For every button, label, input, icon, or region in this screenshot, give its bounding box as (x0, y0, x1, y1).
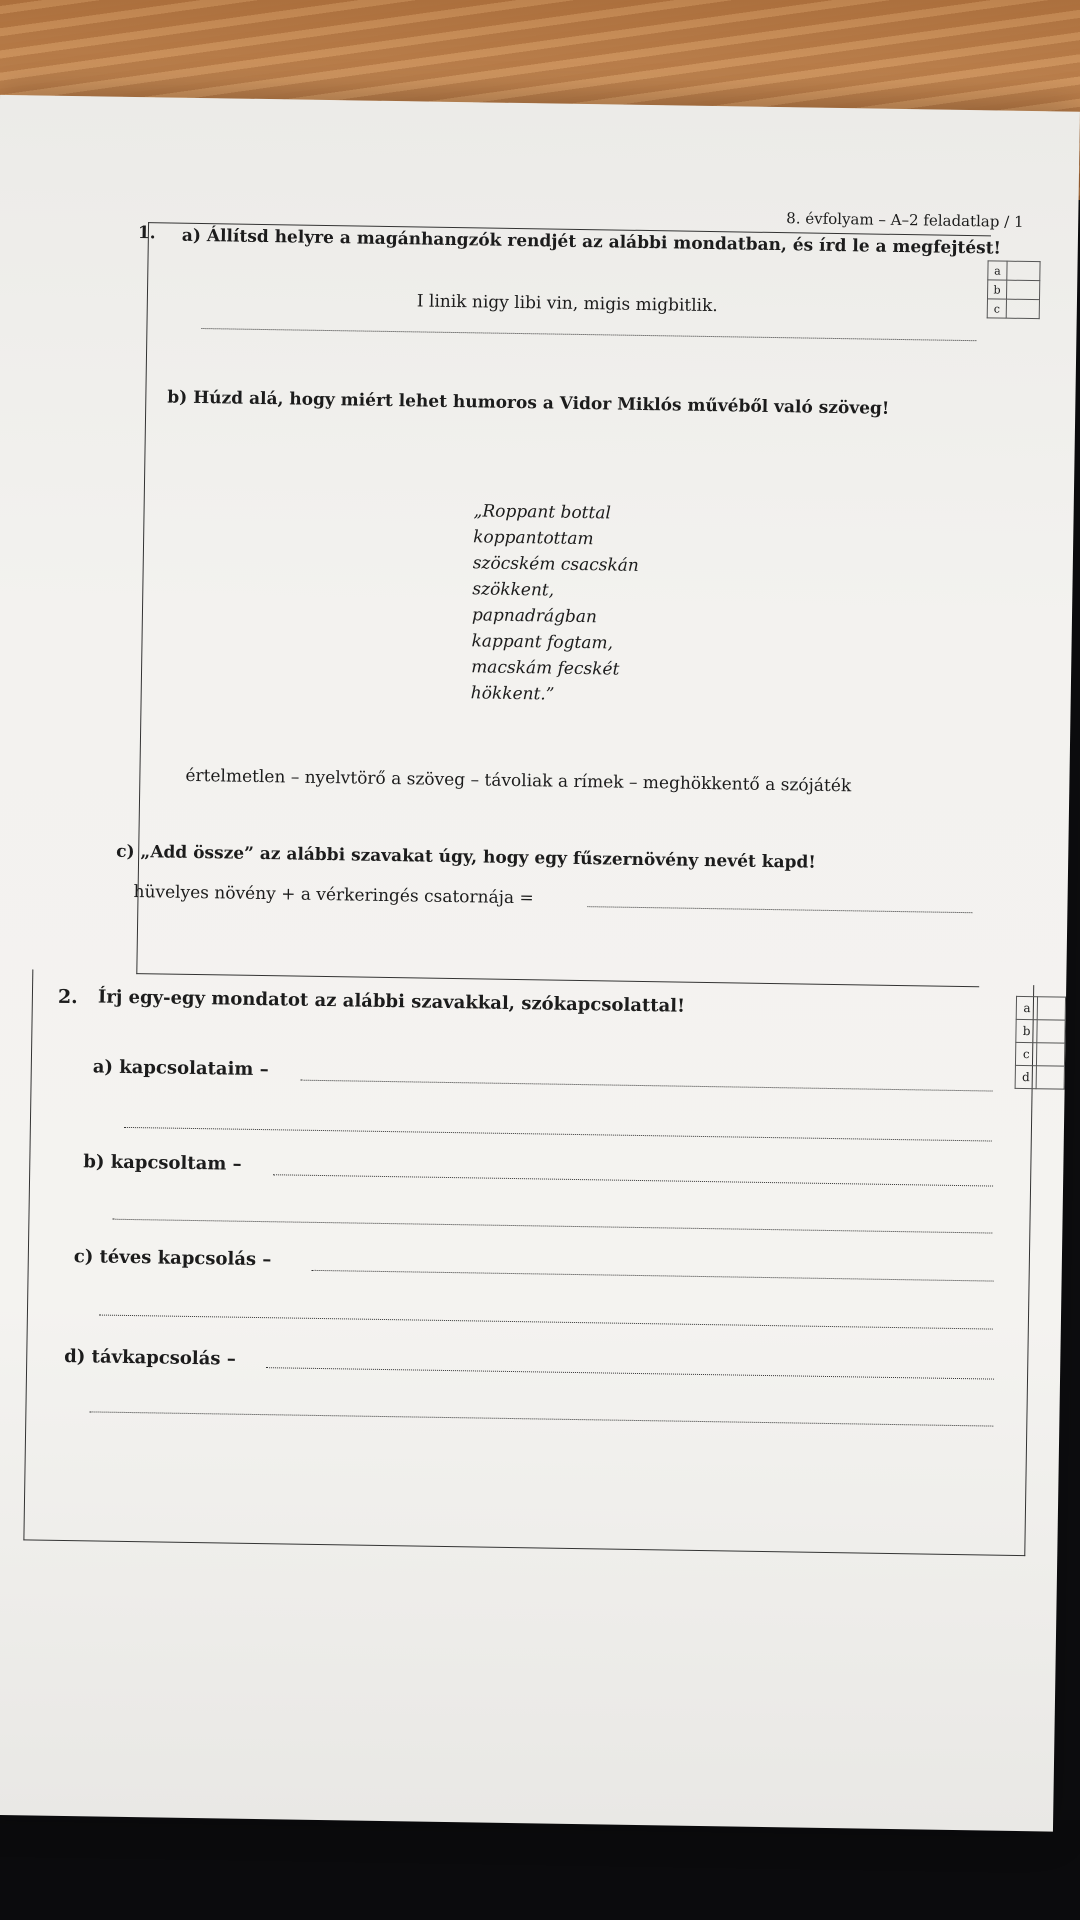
poem-line: koppantottam (473, 527, 594, 550)
task2-score-table (1015, 996, 1066, 1090)
task1c-equation: hüvelyes növény + a vérkeringés csatornája = (133, 882, 534, 909)
page-header: 8. évfolyam – A–2 feladatlap / 1 (786, 209, 1024, 231)
worksheet-page (0, 95, 1080, 1832)
score-cell[interactable] (1006, 299, 1039, 319)
poem-line: kappant fogtam, (471, 631, 614, 654)
dark-background (0, 1820, 1080, 1920)
poem-line: macskám fecskét (470, 657, 620, 680)
score-cell[interactable] (1037, 1020, 1065, 1043)
score-cell[interactable] (1007, 261, 1040, 281)
score-label: c (987, 299, 1006, 318)
poem-line: szökkent, (472, 579, 555, 601)
score-label: d (1015, 1065, 1037, 1088)
task2a-label: a) kapcsolataim – (92, 1056, 269, 1081)
score-label: c (1015, 1042, 1037, 1065)
task1b-options[interactable]: értelmetlen – nyelvtörő a szöveg – távoliak a rímek – meghökkentő a szójáték (185, 765, 852, 797)
task2b-label: b) kapcsoltam – (83, 1151, 242, 1175)
task1a-sentence: I linik nigy libi vin, migis migbitlik. (416, 291, 718, 317)
score-label: a (988, 261, 1007, 280)
task2-instruction: Írj egy-egy mondatot az alábbi szavakkal, szókapcsolattal! (97, 986, 686, 1017)
score-cell[interactable] (1036, 1066, 1064, 1089)
task1b-instruction: b) Húzd alá, hogy miért lehet humoros a Vidor Miklós művéből való szöveg! (167, 387, 890, 419)
score-label: a (1016, 996, 1038, 1019)
task1-number: 1. (137, 223, 156, 244)
task1a-instruction: a) Állítsd helyre a magánhangzók rendjét az alábbi mondatban, és írd le a megfejtést! (181, 225, 1002, 259)
score-label: b (987, 280, 1006, 299)
poem-line: „Roppant bottal (473, 501, 612, 524)
task2c-label: c) téves kapcsolás – (73, 1246, 272, 1271)
score-cell[interactable] (1038, 997, 1066, 1020)
score-cell[interactable] (1006, 280, 1039, 300)
score-cell[interactable] (1037, 1043, 1065, 1066)
task1c-instruction: c) „Add össze” az alábbi szavakat úgy, hogy egy fűszernövény nevét kapd! (116, 841, 816, 873)
poem-line: hökkent.” (470, 683, 555, 705)
poem-line: szöcském csacskán (472, 553, 639, 576)
poem-line: papnadrágban (471, 605, 598, 628)
task2-number: 2. (57, 985, 78, 1009)
task2d-label: d) távkapcsolás – (64, 1345, 236, 1370)
poem (471, 498, 640, 709)
task1-score-table (987, 260, 1041, 319)
score-label: b (1016, 1019, 1038, 1042)
